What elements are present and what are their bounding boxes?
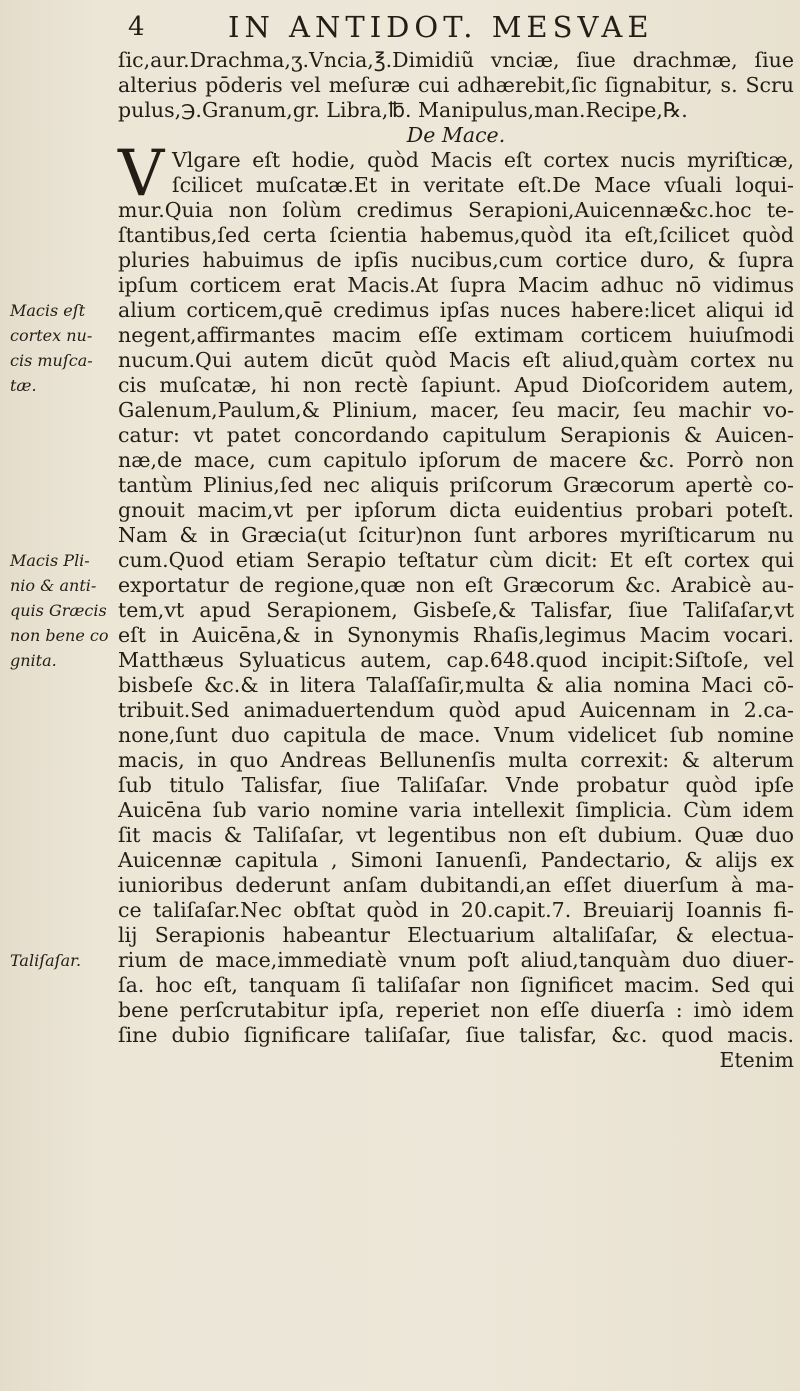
margin-note-line: gnita. [10,651,57,670]
margin-note-line: non bene co [10,626,109,645]
text-line: Galenum,Paulum,& Plinium, macer, ſeu macir, ſeu machir vo- [118,398,794,422]
margin-note-line: quis Græcis [10,601,107,620]
text-line: nucum.Qui autem dicūt quòd Macis eſt aliud,quàm cortex nu [118,348,794,372]
text-line: cis muſcatæ, hi non rectè ſapiunt. Apud Dioſcoridem autem, [118,373,794,397]
text-line: pluries habuimus de ipſis nucibus,cum cortice duro, & ſupra [118,248,794,272]
margin-note [10,548,120,673]
text-line: cum.Quod etiam Serapio teſtatur cùm dicit: Et eſt cortex qui [118,548,794,572]
text-line: negent,affirmantes macim eſſe extimam corticem huiuſmodi [118,323,794,347]
margin-note-line: cis muſca- [10,351,93,370]
text-line: macis, in quo Andreas Bellunenſis multa correxit: & alterum [118,748,794,772]
text-line: Etenim [719,1048,794,1072]
text-line: bisbeſe &c.& in litera Talaſſaſir,multa & alia nomina Maci cō- [118,673,794,697]
running-head: IN ANTIDOT. MESVAE [228,10,654,44]
text-line: ſic,aur.Drachma,ʒ.Vncia,℥.Dimidiũ vnciæ, ſiue drachmæ, ſiue [118,48,794,72]
text-line: ce taliſaſar.Nec obſtat quòd in 20.capit.7. Breuiarij Ioannis fi- [118,898,794,922]
text-line: alium corticem,quē credimus ipſas nuces habere:licet aliqui id [118,298,794,322]
page-number: 4 [128,12,145,42]
text-line: næ,de mace, cum capitulo ipſorum de macere &c. Porrò non [118,448,794,472]
margin-note [10,948,120,973]
page-header [0,6,800,46]
text-line: ſub titulo Talisfar, ſiue Taliſaſar. Vnde probatur quòd ipſe [118,773,794,797]
text-line: tantùm Plinius,ſed nec aliquis priſcorum Græcorum apertè co- [118,473,794,497]
margin-note-line: cortex nu- [10,326,93,345]
text-line: Vlgare eſt hodie, quòd Macis eſt cortex nucis myriſticæ, [172,148,794,172]
margin-note [10,298,120,398]
text-line: ſtantibus,ſed certa ſcientia habemus,quòd ita eſt,ſcilicet quòd [118,223,794,247]
text-line: tem,vt apud Serapionem, Gisbeſe,& Talisfar, ſiue Taliſaſar,vt [118,598,794,622]
text-line: gnouit macim,vt per ipſorum dicta euidentius probari poteſt. [118,498,794,522]
text-line: bene perſcrutabitur ipſa, reperiet non eſſe diuerſa : imò idem [118,998,794,1022]
text-line: tribuit.Sed animaduertendum quòd apud Auicennam in 2.ca- [118,698,794,722]
text-line: mur.Quia non ſolùm credimus Serapioni,Auicennæ&c.hoc te- [118,198,794,222]
margin-note-line: Macis Pli- [10,551,90,570]
text-line: ſit macis & Taliſaſar, vt legentibus non eſt dubium. Quæ duo [118,823,794,847]
margin-note-line: tæ. [10,376,37,395]
text-line: lij Serapionis habeantur Electuarium altaliſaſar, & electua- [118,923,794,947]
text-line: rium de mace,immediatè vnum poſt aliud,tanquàm duo diuer- [118,948,794,972]
text-line: Auicennæ capitula , Simoni Ianuenſi, Pandectario, & alijs ex [118,848,794,872]
text-line: Nam & in Græcia(ut ſcitur)non ſunt arbores myriſticarum nu [118,523,794,547]
drop-cap-letter: V [118,137,165,211]
margin-note-line: Taliſaſar. [10,951,82,970]
text-line: catur: vt patet concordando capitulum Serapionis & Auicen- [118,423,794,447]
text-line: De Mace. [406,123,506,147]
text-line: ſcilicet muſcatæ.Et in veritate eſt.De Mace vſuali loqui- [172,173,794,197]
text-line: ſa. hoc eſt, tanquam ſi taliſaſar non ſignificet macim. Sed qui [118,973,794,997]
text-line: exportatur de regione,quæ non eſt Græcorum &c. Arabicè au- [118,573,794,597]
body-text [118,48,794,1073]
text-line: ſine dubio ſignificare taliſaſar, ſiue talisfar, &c. quod macis. [118,1023,794,1047]
text-line: ipſum corticem erat Macis.At ſupra Macim adhuc nō vidimus [118,273,794,297]
text-line: alterius pōderis vel meſuræ cui adhærebit,ſic ſignabitur, s. Scru [118,73,794,97]
text-line: Matthæus Syluaticus autem, cap.648.quod incipit:Siſtoſe, vel [118,648,794,672]
text-line: none,ſunt duo capitula de mace. Vnum videlicet ſub nomine [118,723,794,747]
text-line: iunioribus dederunt anſam dubitandi,an eſſet diuerſum à ma- [118,873,794,897]
margin-note-line: Macis eſt [10,301,86,320]
text-line: Auicēna ſub vario nomine varia intellexit ſimplicia. Cùm idem [118,798,794,822]
text-line: eſt in Auicēna,& in Synonymis Rhaſis,legimus Macim vocari. [118,623,794,647]
text-line: pulus,℈.Granum,gr. Libra,℔. Manipulus,man.Recipe,℞. [118,98,688,122]
margin-note-line: nio & anti- [10,576,97,595]
